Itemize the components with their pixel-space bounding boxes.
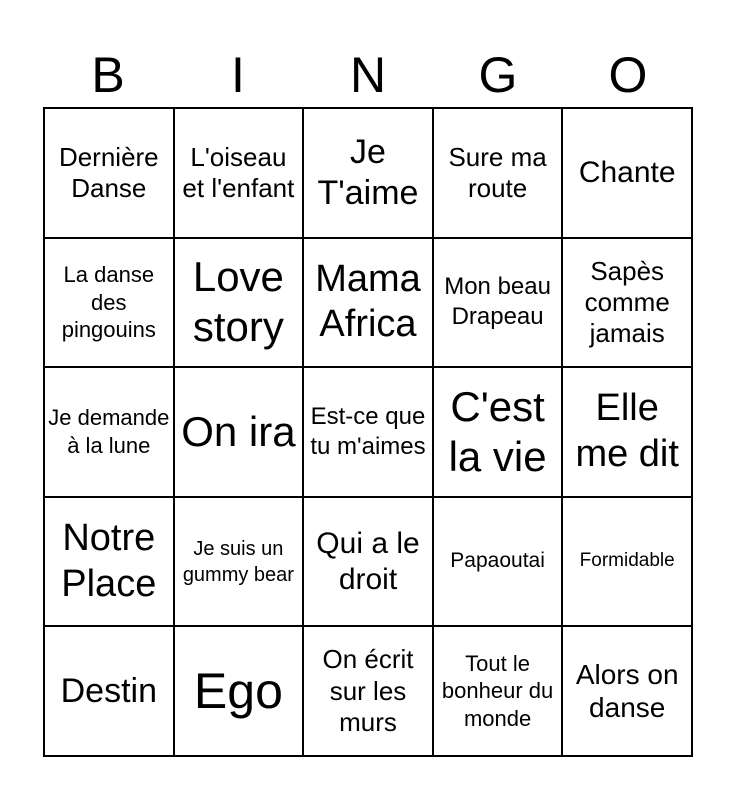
bingo-cell[interactable]: Destin — [45, 627, 175, 757]
bingo-header — [43, 42, 693, 108]
bingo-cell[interactable]: Notre Place — [45, 498, 175, 628]
header-letter-i: I — [231, 47, 245, 103]
bingo-cell[interactable]: Love story — [175, 239, 305, 369]
bingo-cell[interactable]: On écrit sur les murs — [304, 627, 434, 757]
bingo-cell[interactable]: La danse des pingouins — [45, 239, 175, 369]
bingo-grid — [43, 107, 693, 757]
header-letter-g: G — [478, 47, 518, 103]
header-letter-o: O — [608, 47, 648, 103]
bingo-cell[interactable]: C'est la vie — [434, 368, 564, 498]
header-letter-n: N — [349, 47, 387, 103]
bingo-cell[interactable]: Est-ce que tu m'aimes — [304, 368, 434, 498]
bingo-cell[interactable]: Dernière Danse — [45, 109, 175, 239]
bingo-cell[interactable]: Sapès comme jamais — [563, 239, 693, 369]
bingo-cell[interactable]: Qui a le droit — [304, 498, 434, 628]
bingo-cell[interactable]: Ego — [175, 627, 305, 757]
bingo-cell[interactable]: Je T'aime — [304, 109, 434, 239]
bingo-cell[interactable]: Papaoutai — [434, 498, 564, 628]
header-letter-b: B — [91, 47, 125, 103]
bingo-cell[interactable]: L'oiseau et l'enfant — [175, 109, 305, 239]
bingo-cell[interactable]: Formidable — [563, 498, 693, 628]
bingo-cell[interactable]: Tout le bonheur du monde — [434, 627, 564, 757]
bingo-cell[interactable]: Elle me dit — [563, 368, 693, 498]
bingo-cell[interactable]: Sure ma route — [434, 109, 564, 239]
bingo-cell[interactable]: On ira — [175, 368, 305, 498]
bingo-cell[interactable]: Je demande à la lune — [45, 368, 175, 498]
bingo-cell[interactable]: Chante — [563, 109, 693, 239]
bingo-cell[interactable]: Je suis un gummy bear — [175, 498, 305, 628]
bingo-cell[interactable]: Mama Africa — [304, 239, 434, 369]
bingo-cell[interactable]: Mon beau Drapeau — [434, 239, 564, 369]
bingo-cell[interactable]: Alors on danse — [563, 627, 693, 757]
